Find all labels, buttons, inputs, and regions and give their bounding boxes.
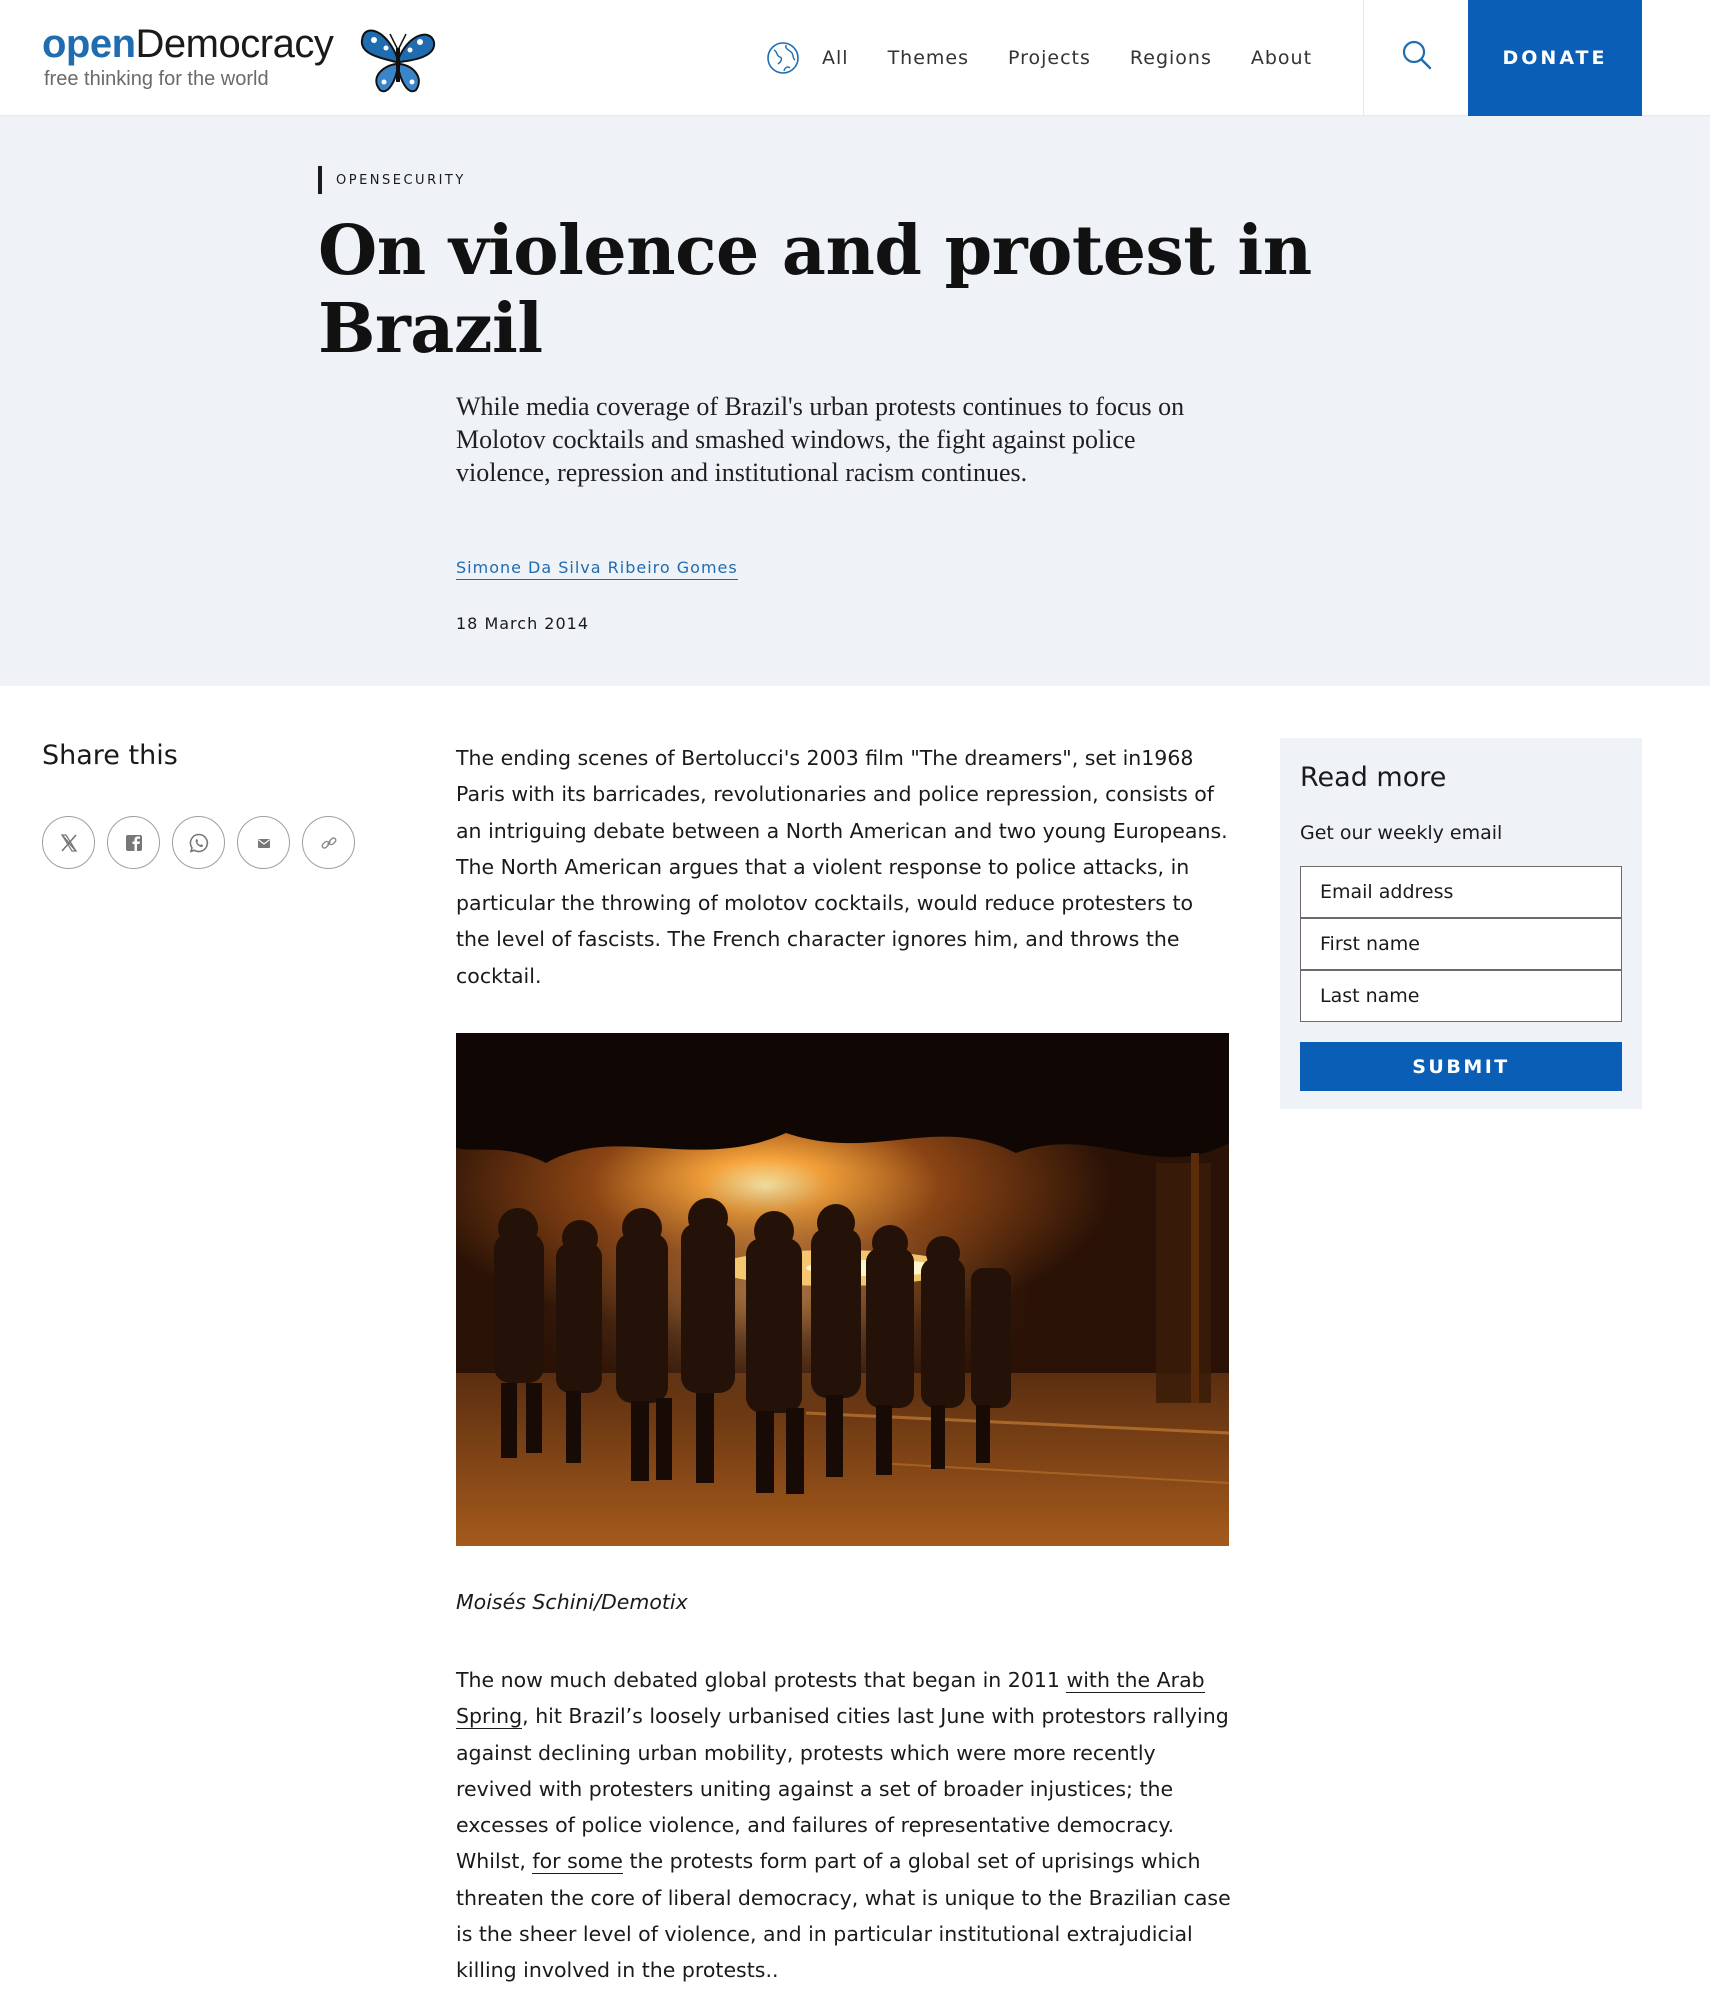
last-name-field[interactable] bbox=[1300, 970, 1622, 1022]
nav-all[interactable]: All bbox=[822, 47, 849, 69]
paragraph-2-text-2: , hit Brazil’s loosely urbanised cities last June with protestors rallying against declining urban mobility, protests which were more recently revived with protesters uniting against a set of broader injustices; the excesses of police violence, and failures of representative democracy. Whilst, bbox=[456, 1704, 1229, 1874]
main-nav bbox=[766, 40, 1351, 76]
butterfly-logo-icon bbox=[358, 20, 438, 96]
newsletter-sidebar bbox=[1280, 738, 1642, 1109]
search-icon[interactable] bbox=[1398, 36, 1438, 76]
protest-photo bbox=[456, 1033, 1229, 1546]
article-paragraph-2 bbox=[456, 1662, 1232, 1989]
nav-themes[interactable]: Themes bbox=[887, 47, 969, 69]
paragraph-2-text-1: The now much debated global protests that began in 2011 bbox=[456, 1668, 1067, 1692]
image-caption: Moisés Schini/Demotix bbox=[456, 1590, 688, 1614]
share-whatsapp-button[interactable] bbox=[172, 816, 225, 869]
section-label[interactable]: OPENSECURITY bbox=[318, 166, 466, 194]
donate-button[interactable]: DONATE bbox=[1468, 0, 1642, 116]
share-title: Share this bbox=[42, 740, 178, 771]
share-email-button[interactable] bbox=[237, 816, 290, 869]
email-field[interactable] bbox=[1300, 866, 1622, 918]
first-name-field[interactable] bbox=[1300, 918, 1622, 970]
email-icon bbox=[253, 832, 275, 854]
nav-projects[interactable]: Projects bbox=[1008, 47, 1091, 69]
article-hero bbox=[0, 116, 1710, 686]
article-standfirst: While media coverage of Brazil's urban protests continues to focus on Molotov cocktails and smashed windows, the fight against police violence, repression and institutional racism continues. bbox=[456, 392, 1185, 487]
arab-spring-link[interactable]: with the Arab Spring bbox=[456, 1668, 1205, 1729]
share-link-button[interactable] bbox=[302, 816, 355, 869]
share-buttons bbox=[42, 816, 367, 869]
logo-tagline: free thinking for the world bbox=[44, 68, 269, 90]
nav-regions[interactable]: Regions bbox=[1129, 47, 1212, 69]
article-title: On violence and protest in Brazil bbox=[318, 211, 1312, 369]
facebook-icon bbox=[123, 832, 145, 854]
globe-icon[interactable] bbox=[766, 41, 800, 75]
x-icon bbox=[58, 832, 80, 854]
site-logo[interactable] bbox=[42, 18, 442, 98]
whatsapp-icon bbox=[188, 832, 210, 854]
submit-button[interactable]: SUBMIT bbox=[1300, 1042, 1622, 1091]
newsletter-subtitle: Get our weekly email bbox=[1300, 822, 1503, 844]
for-some-link[interactable]: for some bbox=[532, 1849, 623, 1874]
share-x-button[interactable] bbox=[42, 816, 95, 869]
site-header bbox=[0, 0, 1710, 116]
nav-divider bbox=[1363, 0, 1364, 116]
read-more-title: Read more bbox=[1300, 762, 1447, 793]
share-facebook-button[interactable] bbox=[107, 816, 160, 869]
link-icon bbox=[318, 832, 340, 854]
nav-about[interactable]: About bbox=[1250, 47, 1313, 69]
article-paragraph-1: The ending scenes of Bertolucci's 2003 film "The dreamers", set in1968 Paris with its barricades, revolutionaries and police repression, consists of an intriguing debate between a North American and two young Europeans. The North American argues that a violent response to police attacks, in particular the throwing of molotov cocktails, would reduce protesters to the level of fascists. The French character ignores him, and throws the cocktail. bbox=[456, 746, 1228, 988]
logo-wordmark: openDemocracy bbox=[42, 22, 334, 66]
publish-date: 18 March 2014 bbox=[456, 614, 590, 633]
paragraph-2-text-3: the protests form part of a global set of uprisings which threaten the core of liberal democracy, what is unique to the Brazilian case is the sheer level of violence, and in particular institutional extrajudicial killing involved in the protests.. bbox=[456, 1849, 1231, 1983]
author-link[interactable]: Simone Da Silva Ribeiro Gomes bbox=[456, 558, 738, 580]
